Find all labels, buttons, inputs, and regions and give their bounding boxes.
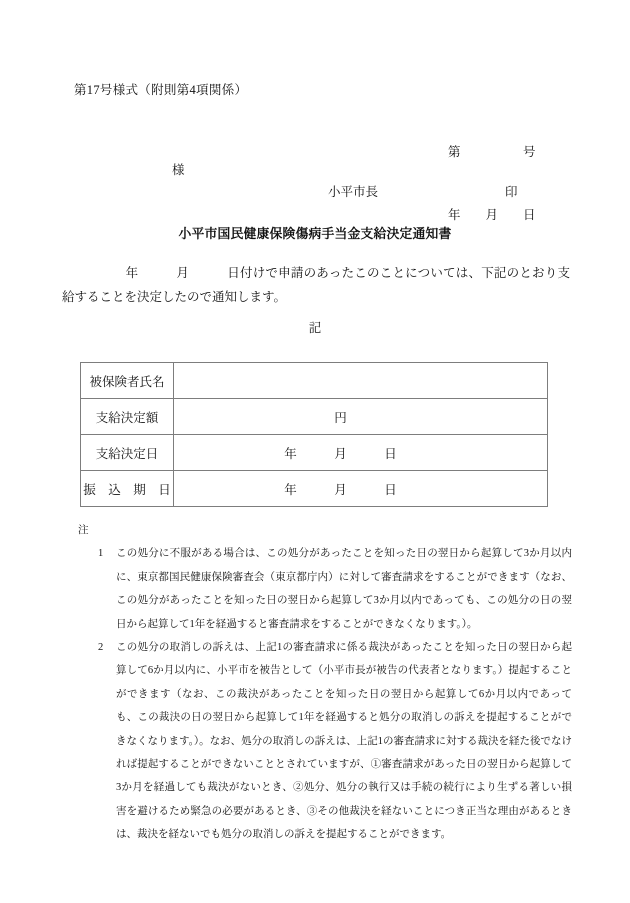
body-paragraph <box>62 261 570 309</box>
table-row <box>81 471 548 507</box>
table-row <box>81 435 548 471</box>
decision-details-table <box>80 362 548 507</box>
seal-mark-icon: 印 <box>505 185 518 199</box>
note-number: 2 <box>98 642 104 654</box>
form-number: 第17号様式（附則第4項関係） <box>74 83 248 97</box>
note-item <box>98 636 572 847</box>
row-value-payment-amount[interactable]: 円 <box>174 399 548 435</box>
document-meta-block <box>448 100 536 268</box>
addressee-line: 様 <box>172 163 185 177</box>
body-text: 付けで申請のあったこのことについては、下記のとおり支給することを決定したので通知します。 <box>62 266 570 304</box>
row-label-payment-amount: 支給決定額 <box>81 399 174 435</box>
row-value-insured-name[interactable] <box>174 363 548 399</box>
note-text: この処分の取消しの訴えは、上記1の審査請求に係る裁決があったことを知った日の翌日から起算して6か月以内に、小平市を被告として（小平市長が被告の代表者となります。）提起することができます（なお、この裁決があったことを知った日の翌日から起算して6か月以内であっても、この裁決の日の翌日から起算して1年を経過すると処分の取消しの訴えを提起することができなくなります。）。なお、処分の取消しの訴えは、上記1の審査請求に対する裁決を経た後でなければ提起することができないこととされていますが、①審査請求があった日の翌日から起算して3か月を経過しても裁決がないとき、②処分、処分の執行又は手続の続行により生ずる著しい損害を避けるため緊急の必要があるとき、③その他裁決を経ないことにつき正当な理由があるときは、裁決を経ないでも処分の取消しの訴えを提起することができます。 <box>116 642 572 841</box>
page-title: 小平市国民健康保険傷病手当金支給決定通知書 <box>178 227 452 241</box>
body-date-blank: 年 月 日 <box>62 266 240 280</box>
note-text: この処分に不服がある場合は、この処分があったことを知った日の翌日から起算して3か月以内に、東京都国民健康保険審査会（東京都庁内）に対して審査請求をすることができます（なお、この処分があったことを知った日の翌日から起算して3か月以内であっても、この処分の日の翌日から起算して1年を経過すると審査請求をすることができなくなります。）。 <box>116 548 572 630</box>
table-row <box>81 363 548 399</box>
ki-marker: 記 <box>308 321 322 335</box>
note-number: 1 <box>98 548 104 560</box>
document-number-line: 第 号 <box>448 145 536 159</box>
notes-section <box>62 519 572 847</box>
row-label-decision-date: 支給決定日 <box>81 435 174 471</box>
issuer-name: 小平市長 <box>328 185 379 199</box>
row-label-insured-name: 被保険者氏名 <box>81 363 174 399</box>
issue-date-line: 年 月 日 <box>448 208 536 222</box>
table-row <box>81 399 548 435</box>
row-label-transfer-date: 振 込 期 日 <box>81 471 174 507</box>
notes-heading: 注 <box>78 525 89 536</box>
row-value-transfer-date[interactable]: 年 月 日 <box>174 471 548 507</box>
row-value-decision-date[interactable]: 年 月 日 <box>174 435 548 471</box>
note-item <box>98 542 572 636</box>
